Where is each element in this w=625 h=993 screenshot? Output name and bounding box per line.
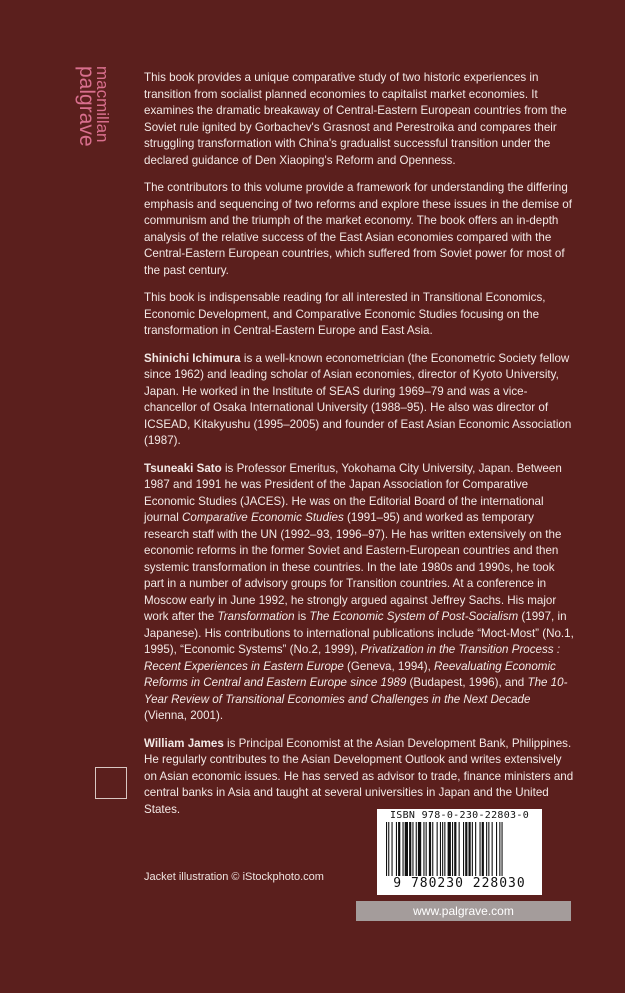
barcode-bar [405, 822, 408, 876]
barcode-bar [444, 822, 445, 876]
title-italic: The 10-Year Review of Transitional Economies and Challenges in the Next Decade [144, 676, 568, 706]
barcode-bar [432, 822, 433, 876]
barcode-bar [463, 822, 464, 876]
barcode-bar [496, 822, 497, 876]
barcode-bar [454, 822, 456, 876]
barcode-bar [488, 822, 489, 876]
barcode-bar [423, 822, 424, 876]
barcode-bar [437, 822, 438, 876]
bio-james [144, 736, 576, 819]
barcode-bar [472, 822, 473, 876]
logo-line-macmillan: macmillan [93, 66, 112, 143]
barcode-bar [388, 822, 389, 876]
barcode-bar [403, 822, 404, 876]
barcode-bar [448, 822, 451, 876]
blurb-paragraph-2: The contributors to this volume provide a framework for understanding the differing emphasis and sequencing of two reforms and explore these issues in the demise of communism and the triumph of the market economy. The book offers an in-depth analysis of the relative success of the East Asian economies compared with the Central-Eastern European countries, which suffered from Soviet power for most of the past century. [144, 181, 572, 277]
isbn-barcode [377, 809, 542, 895]
blurb-paragraph-3: This book is indispensable reading for all interested in Transitional Economics, Economic Development, and Comparative Economic Studies focusing on the transformation in Central-Eastern Europe and East Asia. [144, 291, 546, 337]
isbn-label: ISBN 978-0-230-22803-0 [389, 810, 530, 821]
bio-text: (Geneva, 1994), [343, 659, 435, 673]
barcode-bar [396, 822, 397, 876]
blurb-paragraph-1: This book provides a unique comparative study of two historic experiences in transition from socialist planned economies to capitalist market economies. It examines the dramatic breakaway of Central-Eastern European countries from the Soviet rule ignited by Gorbachev's Grasnost and Perestroika and compares their struggling transformation with China's gradualist successful transition under the declared guidance of Den Xiaoping's Reform and Openness. [144, 71, 567, 167]
bio-text: (Vienna, 2001). [144, 709, 224, 722]
bio-text: (1991–95) and worked as temporary research staff with the UN (1992–93, 1996–97). He has written extensively on the economic reforms in the former Soviet and Eastern-European countries and then systemic transformation in these countries. In the late 1980s and 1990s, he took part in a number of advisory groups for Transition countries. At a conference in Moscow early in June 1992, he strongly argued against Jeffrey Sachs. His major work after the [144, 511, 562, 623]
author-name: William James [144, 736, 224, 750]
bio-text: is Principal Economist at the Asian Development Bank, Philippines. He regularly contributes to the Asian Development Outlook and writes extensively on Asian economic issues. He has served as advisor to trade, finance ministers and central banks in Asia and taught at several universities in Japan and the United States. [144, 736, 574, 816]
barcode-bar [475, 822, 476, 876]
palgrave-macmillan-logo [58, 66, 112, 206]
title-italic: Transformation [217, 610, 295, 623]
barcode-bar [492, 822, 493, 876]
barcode-bar [482, 822, 484, 876]
barcode-bar [499, 822, 500, 876]
barcode-bar [409, 822, 411, 876]
title-italic: Privatization in the Transition Process : Recent Experiences in Eastern Europe [144, 643, 561, 673]
website-url[interactable]: www.palgrave.com [356, 901, 571, 921]
title-italic: Comparative Economic Studies [182, 511, 344, 524]
barcode-bars [384, 822, 535, 876]
barcode-bar [426, 822, 427, 876]
barcode-bar [469, 822, 471, 876]
bio-ichimura [144, 351, 576, 450]
author-name: Shinichi Ichimura [144, 351, 241, 365]
barcode-bar [416, 822, 417, 876]
bio-text: (Budapest, 1996), and [406, 676, 528, 689]
barcode-bar [440, 822, 441, 876]
barcode-bar [452, 822, 453, 876]
barcode-bar [398, 822, 400, 876]
title-italic: The Economic System of Post-Socialism [309, 610, 519, 623]
bio-sato [144, 461, 576, 725]
bio-text: is Professor Emeritus, Yokohama City University, Japan. Between 1987 and 1991 he was President of the Japan Association for Comparative Economic Studies (JACES). He was on the Editorial Board of the international journal [144, 461, 562, 524]
bio-text: is a well-known econometrician (the Econometric Society fellow since 1962) and leading scholar of Asian economies, director of Kyoto University, Japan. He worked in the Institute of SEAS during 1969–79 and was a vice-chancellor of Osaka International University (1988–95). He also was director of ICSEAD, Kitakyushu (1995–2005) and founder of East Asian Economic Association (1987). [144, 351, 572, 447]
barcode-bar [459, 822, 460, 876]
corner-frame-mark [95, 767, 127, 799]
ean-digits: 9 780230 228030 [393, 876, 526, 891]
bio-text: is [294, 610, 310, 623]
barcode-bar [465, 822, 467, 876]
barcode-bar [429, 822, 431, 876]
barcode-bar [480, 822, 481, 876]
bio-text: (1997, in Japanese). His contributions to international publications include “Moct-Most” (No.1, 1995), “Economic Systems” (No.2, 1999), [144, 610, 574, 656]
jacket-credit: Jacket illustration © iStockphoto.com [144, 871, 324, 883]
barcode-bar [486, 822, 487, 876]
logo-line-palgrave: palgrave [75, 66, 98, 147]
barcode-bar [502, 822, 503, 876]
author-name: Tsuneaki Sato [144, 461, 222, 475]
blurb-text [144, 70, 576, 829]
barcode-bar [392, 822, 393, 876]
barcode-bar [412, 822, 413, 876]
title-italic: Reevaluating Economic Reforms in Central and Eastern Europe since 1989 [144, 659, 556, 689]
barcode-bar [386, 822, 387, 876]
barcode-bar [418, 822, 421, 876]
barcode-bar [442, 822, 443, 876]
